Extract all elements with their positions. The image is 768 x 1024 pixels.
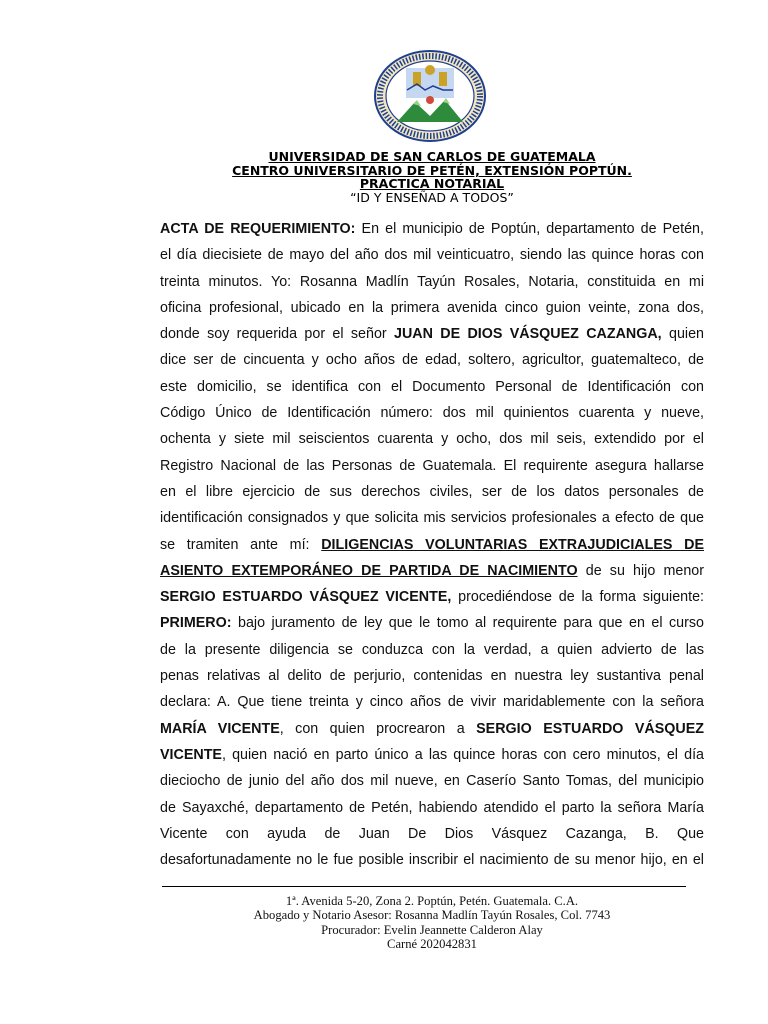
footer-address: 1ª. Avenida 5-20, Zona 2. Poptún, Petén. Guatemala. C.A. [285,894,579,908]
requester-name: JUAN DE DIOS VÁSQUEZ CAZANGA, [394,326,662,343]
university-seal-logo [373,50,487,142]
act-title: ACTA DE REQUERIMIENTO: [160,221,356,237]
body-text-segment: de su hijo menor [577,562,704,579]
body-line [160,321,704,347]
body-line [160,610,704,636]
body-line: en el libre ejercicio de sus derechos civiles, ser de los datos personales de [160,483,704,500]
body-text-segment: se tramiten ante mí: [160,536,322,553]
document-header [160,150,704,205]
body-line [160,216,704,242]
body-line [160,742,704,768]
body-line [160,584,704,610]
body-line: el día diecisiete de mayo del año dos mil veinticuatro, siendo las quince horas con [160,247,704,264]
body-line: desafortunadamente no le fue posible inscribir el nacimiento de su menor hijo, en el [160,852,704,869]
proceeding-title-cont: ASIENTO EXTEMPORÁNEO DE PARTIDA DE NACIMIENTO [160,562,578,579]
body-line: dieciocho de junio del año dos mil nueve, en Caserío Santo Tomas, del municipio [160,773,704,790]
body-text-segment: , con quien procrearon a [279,720,477,737]
body-line: identificación consignados y que solicita mis servicios profesionales a efecto de que [160,510,704,527]
body-line: declara: A. Que tiene treinta y cinco años de vivir maridablemente con la señora [160,694,704,711]
footer-procurator: Procurador: Evelin Jeannette Calderon Alay [321,922,543,937]
body-line: de la presente diligencia se conduzca con la verdad, a quien advierto de las [160,641,704,658]
body-line: este domicilio, se identifica con el Documento Personal de Identificación con [160,378,704,395]
body-text-segment: procediéndose de la forma siguiente: [451,589,705,606]
body-line: treinta minutos. Yo: Rosanna Madlín Tayún Rosales, Notaria, constituida en mi [160,273,704,290]
body-line [160,532,704,558]
child-surname: VICENTE [160,746,222,763]
proceeding-title: DILIGENCIAS VOLUNTARIAS EXTRAJUDICIALES DE [321,536,704,553]
body-text-segment: bajo juramento de ley que le tomo al requirente para que en el curso [231,615,704,632]
body-line: dice ser de cincuenta y ocho años de edad, soltero, agricultor, guatemalteco, de [160,352,704,369]
body-line: de Sayaxché, departamento de Petén, habiendo atendido el parto la señora María [160,799,704,816]
body-text-segment: En el municipio de Poptún, departamento de Petén, [355,221,704,237]
body-line: oficina profesional, ubicado en la primera avenida cinco guion veinte, zona dos, [160,299,704,316]
body-line [160,558,704,584]
footer-advisor: Abogado y Notario Asesor: Rosanna Madlín Tayún Rosales, Col. 7743 [253,908,611,923]
body-line: Vicente con ayuda de Juan De Dios Vásquez Cazanga, B. Que [160,825,704,842]
header-center: CENTRO UNIVERSITARIO DE PETÉN, EXTENSIÓN POPTÚN. [232,162,632,178]
body-line: ochenta y siete mil seiscientos cuarenta y ocho, dos mil seis, extendido por el [160,431,704,448]
document-footer [160,894,704,951]
body-line: Código Único de Identificación número: dos mil quinientos cuarenta y nueve, [160,405,704,422]
child-name: SERGIO ESTUARDO VÁSQUEZ VICENTE, [160,589,452,606]
body-line: Registro Nacional de las Personas de Guatemala. El requirente asegura hallarse [160,457,704,474]
body-line [160,716,704,742]
child-name: SERGIO ESTUARDO VÁSQUEZ [476,720,704,737]
body-text-segment: quien [661,326,704,343]
footer-carne: Carné 202042831 [387,936,477,951]
act-body [160,216,704,873]
header-practice: PRACTICA NOTARIAL [359,176,505,192]
mother-name: MARÍA VICENTE [160,720,280,737]
body-line: penas relativas al delito de perjurio, contenidas en nuestra ley sustantiva penal [160,668,704,685]
header-university: UNIVERSIDAD DE SAN CARLOS DE GUATEMALA [268,149,596,164]
body-text-segment: donde soy requerida por el señor [160,326,394,343]
body-text-segment: , quien nació en parto único a las quince horas con cero minutos, el día [221,746,704,763]
clause-first-label: PRIMERO: [160,615,232,632]
footer-divider [162,886,686,887]
header-motto: “ID Y ENSEÑAD A TODOS” [350,190,514,206]
